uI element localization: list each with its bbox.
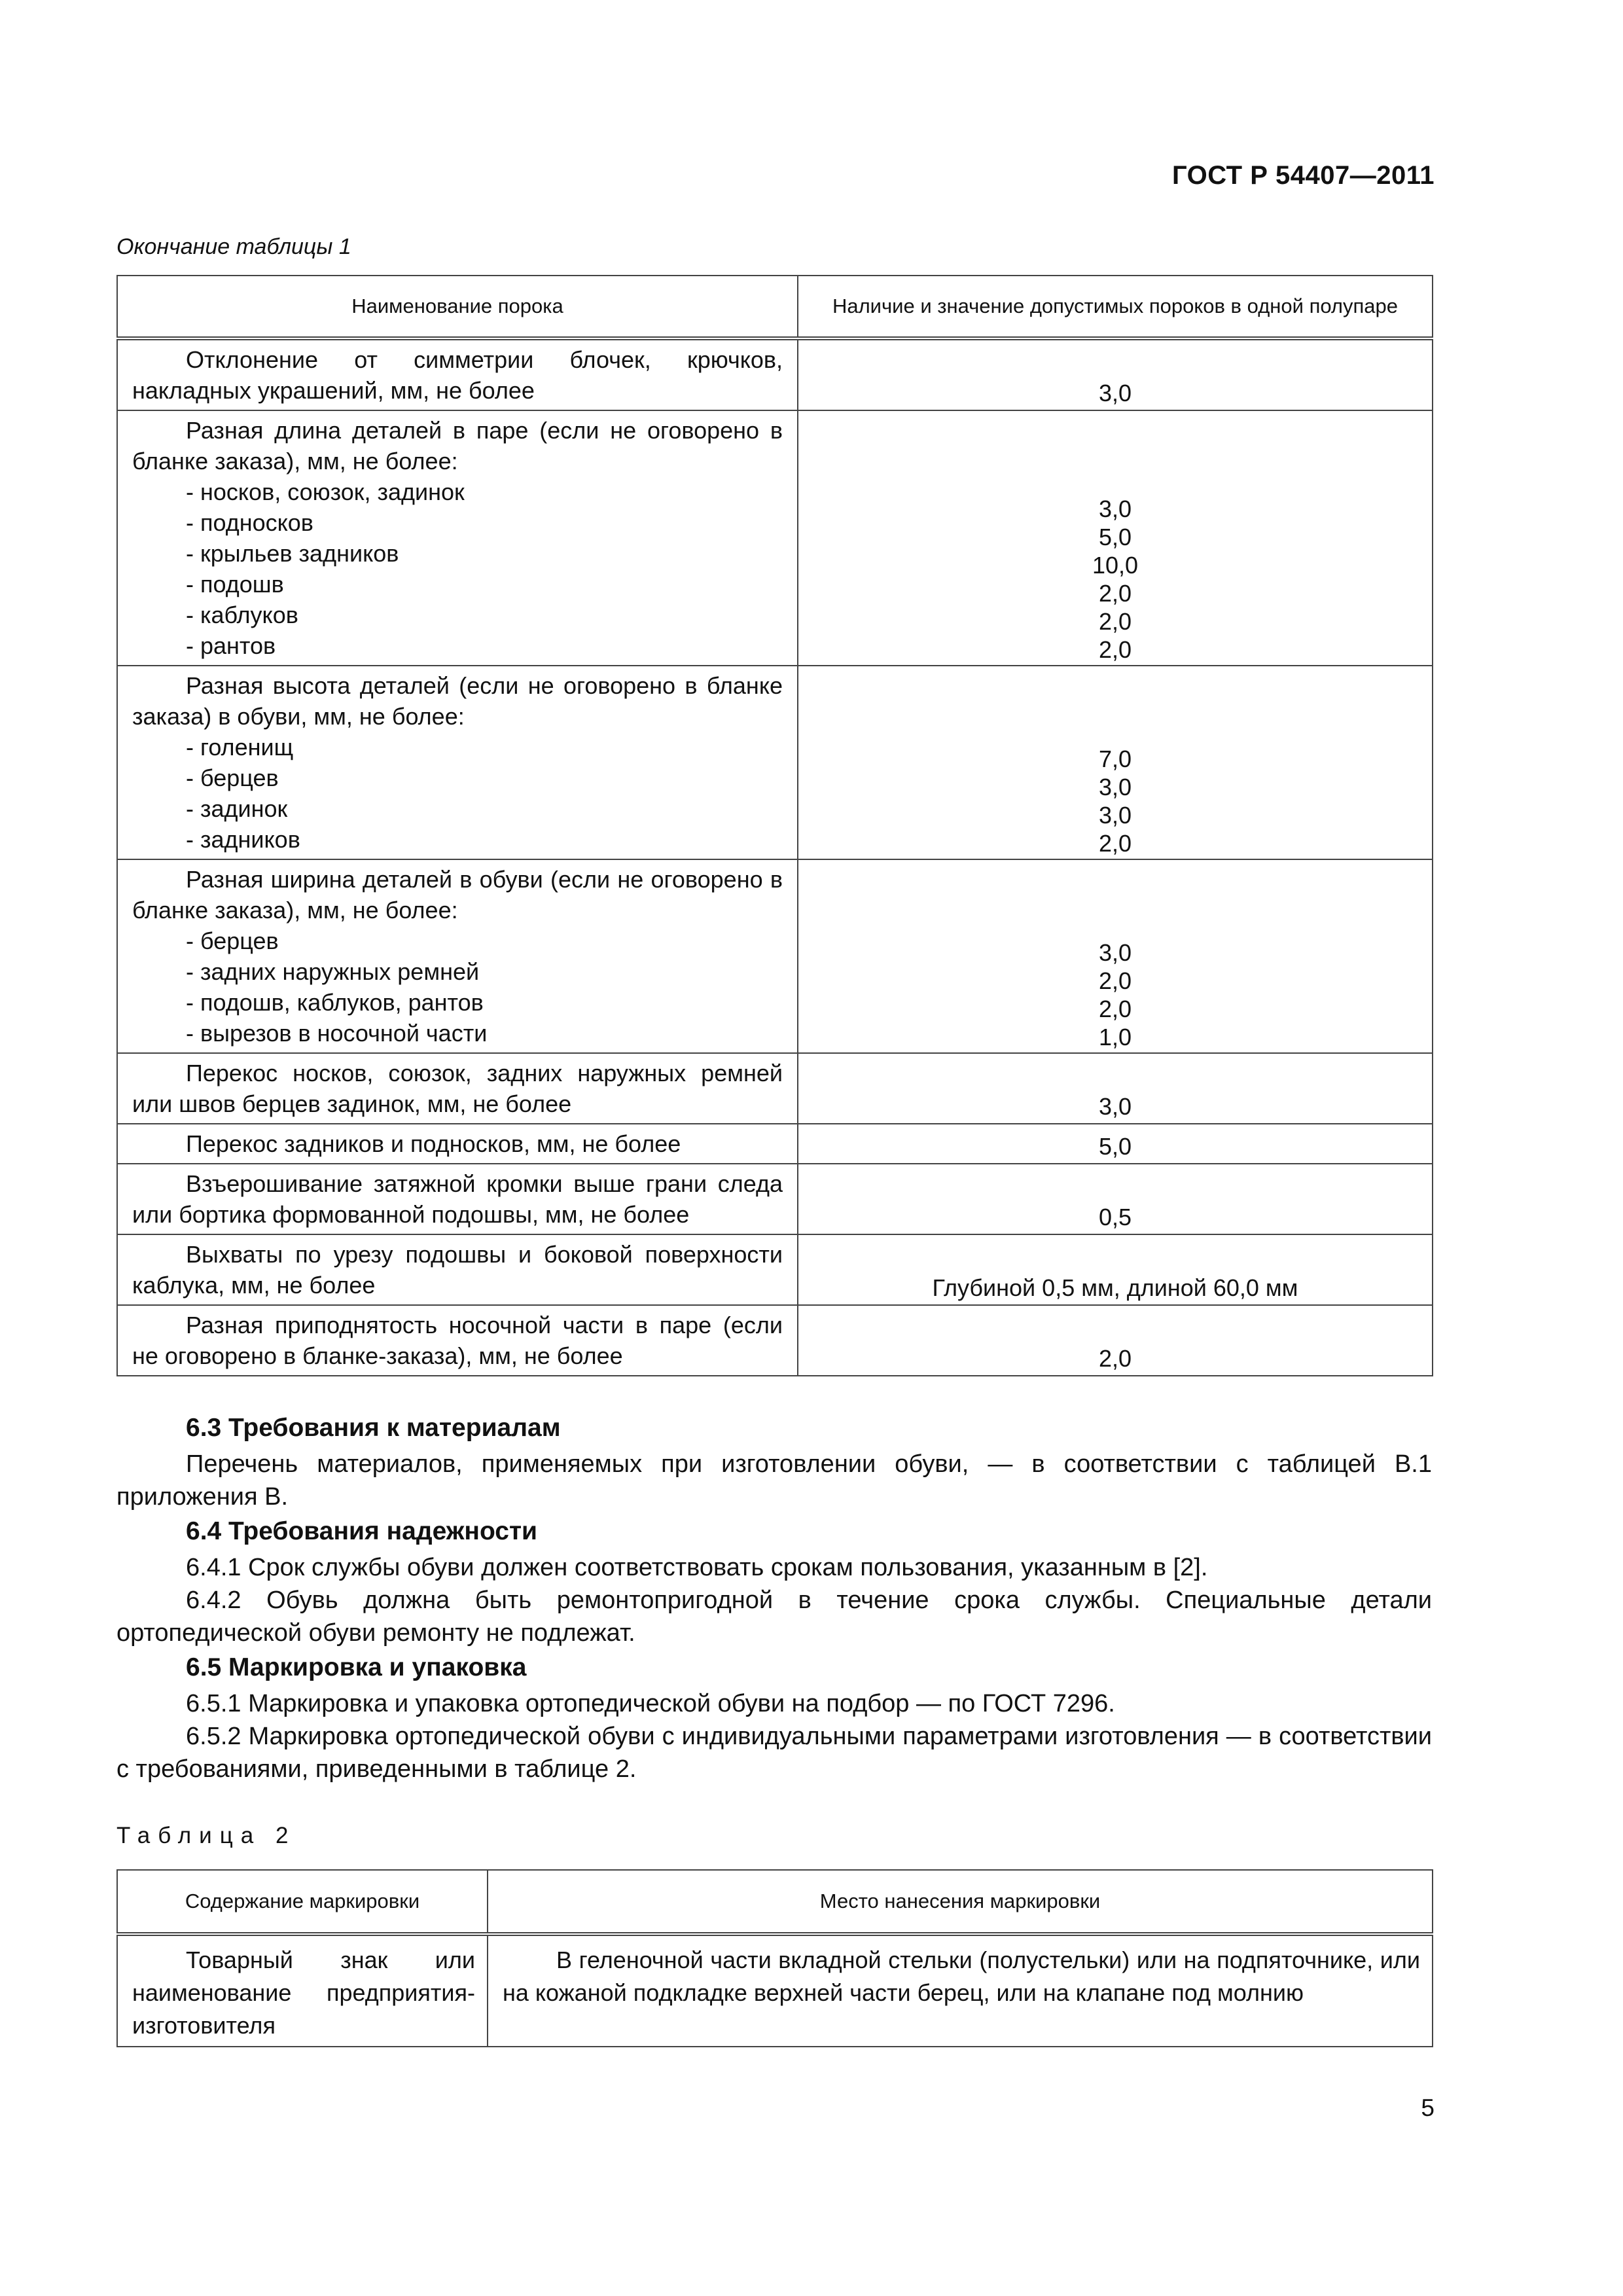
defect-subitem: - подошв, каблуков, рантов	[186, 989, 484, 1016]
allowed-value: 2,0	[1098, 830, 1132, 857]
defect-subitem: - каблуков	[186, 601, 298, 628]
defect-name-cell	[117, 410, 798, 666]
allowed-value: 0,5	[1098, 1204, 1132, 1230]
table-continuation-caption: Окончание таблицы 1	[116, 234, 351, 259]
page-number: 5	[1421, 2094, 1435, 2121]
allowed-value: 2,0	[1098, 1345, 1132, 1372]
column-header-marking-place: Место нанесения маркировки	[488, 1870, 1433, 1934]
defect-description: Перекос носков, союзок, задних наружных ремней или швов берцев задинок, мм, не более	[132, 1060, 783, 1117]
section-6-5	[116, 1648, 1432, 1785]
allowed-value: 3,0	[1098, 939, 1132, 966]
defect-subitem: - рантов	[186, 632, 276, 659]
defect-description: Перекос задников и подносков, мм, не более	[186, 1130, 681, 1157]
defect-name-cell	[117, 666, 798, 859]
defect-subitem: - задинок	[186, 795, 288, 822]
section-title: 6.5 Маркировка и упаковка	[186, 1653, 527, 1681]
paragraph: 6.5.1 Маркировка и упаковка ортопедической обуви на подбор — по ГОСТ 7296.	[186, 1690, 1115, 1717]
defect-description: Разная приподнятость носочной части в паре (если не оговорено в бланке-заказа), мм, не более	[132, 1312, 783, 1369]
table-row	[117, 1164, 1433, 1234]
section-6-4	[116, 1512, 1432, 1649]
defect-description: Разная ширина деталей в обуви (если не оговорено в бланке заказа), мм, не более:	[132, 866, 783, 924]
defect-name-cell	[117, 1305, 798, 1376]
allowed-value: 2,0	[1098, 608, 1132, 635]
allowed-value: 3,0	[1098, 802, 1132, 829]
table-row	[117, 1053, 1433, 1124]
defect-description: Взъерошивание затяжной кромки выше грани следа или бортика формованной подошвы, мм, не более	[132, 1170, 783, 1228]
allowed-value: 2,0	[1098, 580, 1132, 607]
defect-name-cell	[117, 1053, 798, 1124]
allowed-value-cell	[798, 666, 1433, 859]
table-row	[117, 1234, 1433, 1305]
table-row	[117, 1305, 1433, 1376]
allowed-value-cell	[798, 1164, 1433, 1234]
section-title: 6.3 Требования к материалам	[186, 1414, 561, 1442]
defect-description: Разная высота деталей (если не оговорено в бланке заказа) в обуви, мм, не более:	[132, 672, 783, 730]
section-title: 6.4 Требования надежности	[186, 1517, 538, 1545]
allowed-value: 5,0	[1098, 524, 1132, 550]
defect-subitem: - задников	[186, 826, 300, 853]
defect-subitem: - подносков	[186, 509, 313, 536]
paragraph: 6.4.2 Обувь должна быть ремонтопригодной в течение срока службы. Специальные детали ортопедической обуви ремонту не подлежат.	[116, 1587, 1432, 1647]
table-row	[117, 1124, 1433, 1164]
defect-description: Отклонение от симметрии блочек, крючков, накладных украшений, мм, не более	[132, 346, 783, 404]
defect-name-cell	[117, 1164, 798, 1234]
allowed-value: 10,0	[1092, 552, 1139, 579]
allowed-value-cell	[798, 1124, 1433, 1164]
allowed-value: 2,0	[1098, 967, 1132, 994]
allowed-value-cell	[798, 1305, 1433, 1376]
allowed-value-cell	[798, 1234, 1433, 1305]
allowed-value: 2,0	[1098, 636, 1132, 663]
table-row	[117, 859, 1433, 1053]
table2-caption: Таблица 2	[116, 1823, 296, 1848]
column-header-defect-name: Наименование порока	[117, 276, 798, 338]
defect-subitem: - крыльев задников	[186, 540, 399, 567]
defect-subitem: - вырезов в носочной части	[186, 1020, 488, 1047]
defect-subitem: - подошв	[186, 571, 284, 598]
defect-name-cell	[117, 338, 798, 410]
column-header-marking-content: Содержание маркировки	[117, 1870, 488, 1934]
defect-subitem: - голенищ	[186, 734, 294, 761]
marking-place-cell: В геленочной части вкладной стельки (полустельки) или на подпяточнике, или на кожаной подкладке верхней части берец, или на клапане под молнию	[488, 1934, 1433, 2047]
document-code: ГОСТ Р 54407—2011	[1172, 161, 1435, 190]
allowed-value: 1,0	[1098, 1024, 1132, 1050]
defect-subitem: - носков, союзок, задинок	[186, 478, 465, 505]
allowed-value: 3,0	[1098, 495, 1132, 522]
defect-description: Выхваты по урезу подошвы и боковой поверхности каблука, мм, не более	[132, 1241, 783, 1299]
table-row	[117, 410, 1433, 666]
defect-subitem: - задних наружных ремней	[186, 958, 480, 985]
allowed-value: 5,0	[1098, 1133, 1132, 1160]
column-header-allowed-values: Наличие и значение допустимых пороков в одной полупаре	[798, 276, 1433, 338]
defect-name-cell	[117, 859, 798, 1053]
defects-table	[116, 275, 1433, 1376]
allowed-value: 2,0	[1098, 996, 1132, 1022]
allowed-value-cell	[798, 338, 1433, 410]
defect-name-cell	[117, 1234, 798, 1305]
allowed-value-cell	[798, 859, 1433, 1053]
paragraph: 6.5.2 Маркировка ортопедической обуви с индивидуальными параметрами изготовления — в соответствии с требованиями, приведенными в таблице 2.	[116, 1723, 1432, 1783]
table-header-row	[117, 1870, 1433, 1934]
table-row	[117, 666, 1433, 859]
marking-content-cell: Товарный знак или наименование предприятия-изготовителя	[117, 1934, 488, 2047]
table-row	[117, 338, 1433, 410]
allowed-value-cell	[798, 410, 1433, 666]
paragraph: Перечень материалов, применяемых при изготовлении обуви, — в соответствии с таблицей В.1 приложения В.	[116, 1450, 1432, 1511]
defect-name-cell	[117, 1124, 798, 1164]
allowed-value: 3,0	[1098, 774, 1132, 800]
defect-subitem: - берцев	[186, 764, 279, 791]
defect-subitem: - берцев	[186, 927, 279, 954]
allowed-value: Глубиной 0,5 мм, длиной 60,0 мм	[932, 1274, 1298, 1301]
section-6-3	[116, 1408, 1432, 1513]
defect-description: Разная длина деталей в паре (если не оговорено в бланке заказа), мм, не более:	[132, 417, 783, 475]
allowed-value: 3,0	[1098, 380, 1132, 406]
table-header-row	[117, 276, 1433, 338]
paragraph: 6.4.1 Срок службы обуви должен соответствовать срокам пользования, указанным в [2].	[186, 1554, 1208, 1581]
allowed-value-cell	[798, 1053, 1433, 1124]
table-row	[117, 1934, 1433, 2047]
allowed-value: 3,0	[1098, 1093, 1132, 1120]
allowed-value: 7,0	[1098, 745, 1132, 772]
marking-table	[116, 1869, 1433, 2047]
